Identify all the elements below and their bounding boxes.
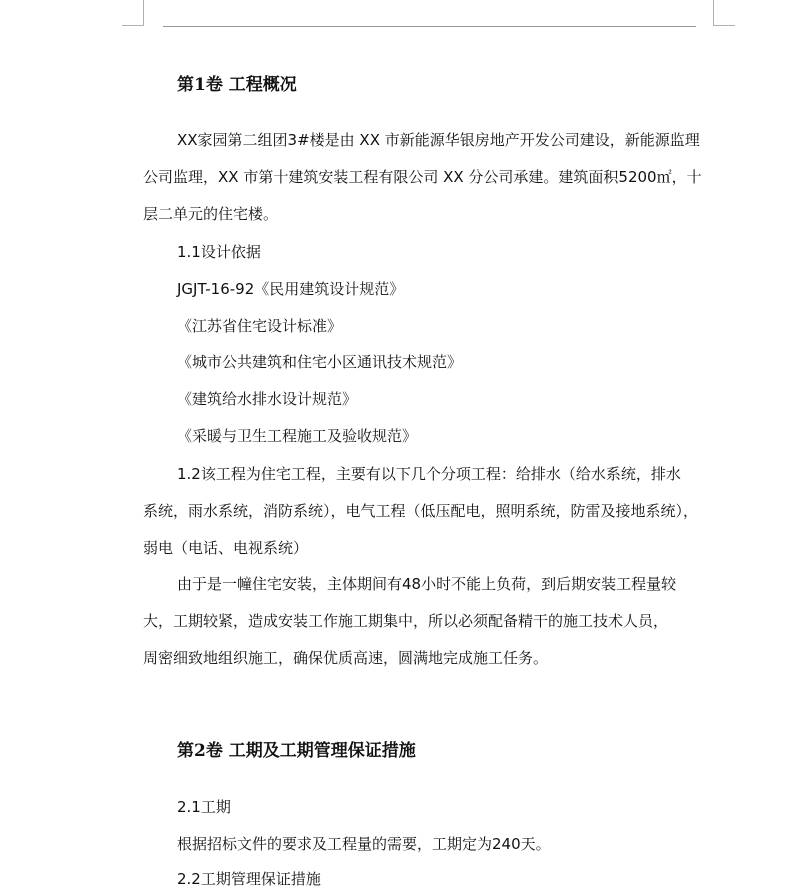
standard-item: 《建筑给水排水设计规范》 [177,390,358,408]
section-heading-2-1: 2.1工期 [177,798,231,816]
page-corner-mark-top-left [143,0,144,26]
paragraph-line: 系统，雨水系统，消防系统），电气工程（低压配电，照明系统，防雷及接地系统）， [143,502,699,520]
chapter-1-heading: 第1卷 工程概况 [177,75,297,95]
section-heading-2-2: 2.2工期管理保证措施 [177,870,321,888]
standard-item: 《采暖与卫生工程施工及验收规范》 [177,427,418,445]
page-corner-mark-top-right [713,25,735,26]
section-heading-1-1: 1.1设计依据 [177,243,261,261]
chapter-2-heading: 第2卷 工期及工期管理保证措施 [177,741,416,761]
paragraph-line: 根据招标文件的要求及工程量的需要，工期定为240天。 [177,835,551,853]
paragraph-line: 由于是一幢住宅安装，主体期间有48小时不能上负荷，到后期安装工程量较 [177,575,677,593]
header-rule [163,26,696,27]
paragraph-line: XX家园第二组团3#楼是由 XX 市新能源华银房地产开发公司建设，新能源监理 [177,131,700,149]
paragraph-line: 周密细致地组织施工，确保优质高速，圆满地完成施工任务。 [143,649,549,667]
standard-item: 《江苏省住宅设计标准》 [177,317,343,335]
paragraph-line: 公司监理，XX 市第十建筑安装工程有限公司 XX 分公司承建。建筑面积5200㎡，十 [143,168,702,186]
page-corner-mark-top-left [122,25,144,26]
paragraph-line: 层二单元的住宅楼。 [143,205,279,223]
standard-item: 《城市公共建筑和住宅小区通讯技术规范》 [177,353,463,371]
paragraph-line: 弱电（电话、电视系统） [143,539,309,557]
paragraph-line: 1.2该工程为住宅工程，主要有以下几个分项工程：给排水（给水系统，排水 [177,465,681,483]
page-corner-mark-top-right [713,0,714,26]
standard-item: JGJT-16-92《民用建筑设计规范》 [177,280,405,298]
paragraph-line: 大，工期较紧，造成安装工作施工期集中，所以必须配备精干的施工技术人员， [143,612,669,630]
